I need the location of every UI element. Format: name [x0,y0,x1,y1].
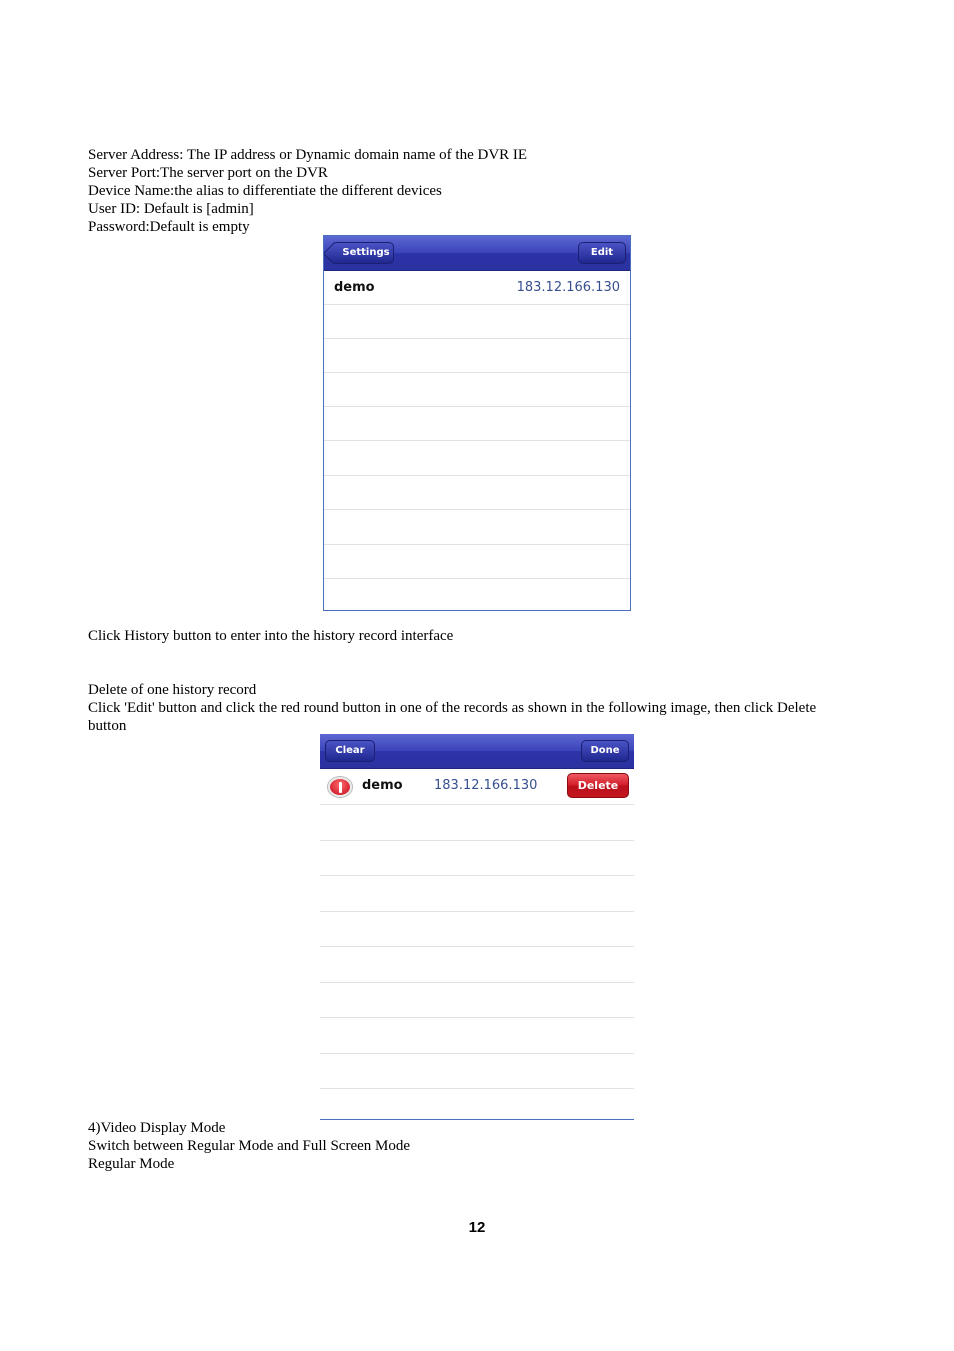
video-display-heading: 4)Video Display Mode [88,1120,226,1136]
table-row [320,876,634,912]
delete-label: Delete [577,779,619,792]
done-label: Done [590,745,620,756]
table-row [320,1054,634,1089]
server-address-line: Server Address: The IP address or Dynamic domain name of the DVR IE [88,147,528,163]
record-ip: 183.12.166.130 [516,280,620,295]
table-row [320,841,634,876]
table-row [320,983,634,1018]
history-edit-screen [320,734,634,1120]
intro-text [88,146,527,236]
delete-section [88,681,858,735]
history-caption: Click History button to enter into the history record interface [88,628,454,644]
delete-heading: Delete of one history record [88,682,257,698]
table-row [320,912,634,947]
password-line: Password:Default is empty [88,219,250,235]
record-name: demo [362,778,403,793]
delete-toggle-icon[interactable] [328,777,352,797]
table-row [324,442,630,476]
table-row [324,511,630,545]
user-id-line: User ID: Default is [admin] [88,201,254,217]
settings-back-label: Settings [342,247,390,258]
settings-back-button[interactable] [332,242,394,264]
history-screen [323,235,631,611]
table-row [324,545,630,579]
server-port-line: Server Port:The server port on the DVR [88,165,328,181]
regular-mode-line: Regular Mode [88,1156,175,1172]
delete-instruction: Click 'Edit' button and click the red round button in one of the records as shown in the following image, then click Delete button [88,700,817,734]
device-name-line: Device Name:the alias to differentiate the different devices [88,183,442,199]
clear-button[interactable] [325,740,375,762]
edit-label: Edit [590,247,614,258]
video-display-switch-line: Switch between Regular Mode and Full Screen Mode [88,1138,411,1154]
table-row [324,476,630,510]
table-row [324,407,630,441]
record-name: demo [334,280,375,295]
video-display-section [88,1119,410,1173]
clear-label: Clear [335,745,365,756]
edit-navbar [320,734,634,769]
edit-button[interactable] [578,242,626,264]
table-row [324,339,630,373]
table-row [320,805,634,841]
table-row [324,373,630,407]
done-button[interactable] [581,740,629,762]
page-number: 12 [468,1219,486,1236]
table-row [320,1018,634,1054]
record-ip: 183.12.166.130 [434,778,538,793]
table-row [320,947,634,983]
table-row [324,305,630,339]
history-record-row[interactable] [324,271,630,305]
history-navbar [324,236,630,271]
history-record-row[interactable] [320,769,634,805]
delete-button[interactable] [567,773,629,798]
